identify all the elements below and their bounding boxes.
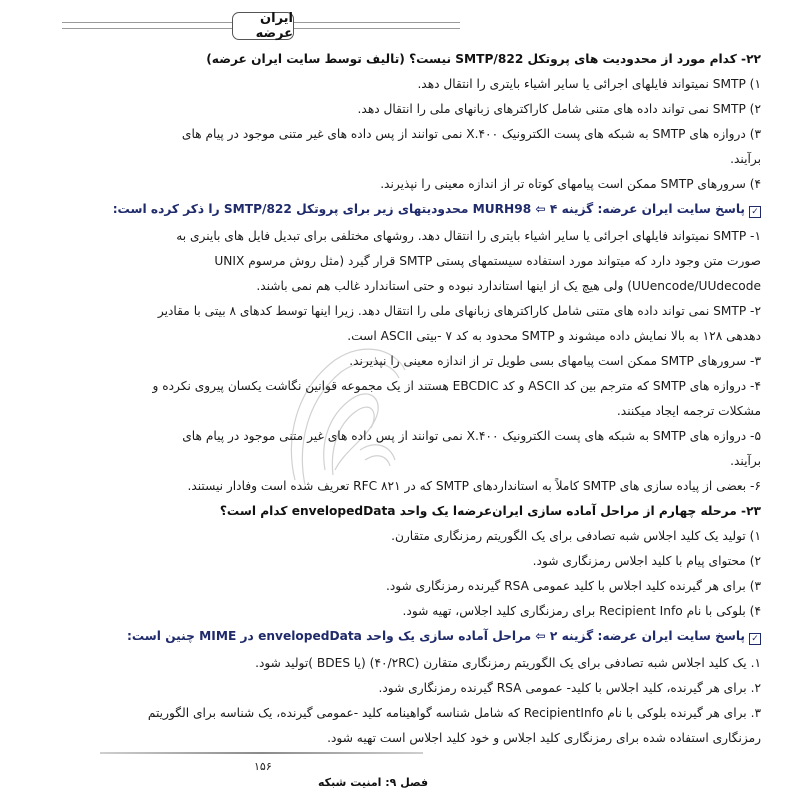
q22-option-3-cont: برآیند. <box>730 152 761 166</box>
q22-answer-line: ۴- دروازه های SMTP که مترجم بین کد ASCII و کد EBCDIC هستند از یک مجموعه قوانین نگاشت یکسان پیروی نکرده و <box>152 379 761 393</box>
q22-option-4: ۴) سرورهای SMTP ممکن است پیامهای کوتاه تر از اندازه معینی را نپذیرند. <box>380 177 761 191</box>
q22-answer-line: UUencode/UUdecode) ولی هیچ یک از اینها استاندارد نبوده و حتی استاندارد غالب هم نمی باشند. <box>256 279 761 293</box>
q22-option-2: ۲) SMTP نمی تواند داده های متنی شامل کاراکترهای زبانهای ملی را انتقال دهد. <box>357 102 761 116</box>
q22-answer-line: برآیند. <box>730 454 761 468</box>
q23-option-2: ۲) محتوای پیام با کلید اجلاس رمزنگاری شود. <box>532 554 761 568</box>
q23-answer-line: ۱. یک کلید اجلاس شبه تصادفی برای یک الگوریتم رمزنگاری متقارن (۴۰/۲RC) (یا BDES )تولید شود. <box>255 656 761 670</box>
q22-answer-line: دهدهی ۱۲۸ به بالا نمایش داده میشوند و SMTP محدود به کد ۷ -بیتی ASCII است. <box>347 329 761 343</box>
checkbox-icon: ✓ <box>749 206 761 218</box>
header-rule-right <box>292 22 460 29</box>
q23-option-4: ۴) بلوکی با نام Recipient Info برای رمزنگاری کلید اجلاس، تهیه شود. <box>402 604 761 618</box>
q22-answer-line: ۳- سرورهای SMTP ممکن است پیامهای بسی طویل تر از اندازه معینی را نپذیرند. <box>349 354 761 368</box>
logo-text: ایران عرضه <box>255 11 293 41</box>
footer-rule <box>100 752 423 754</box>
q22-answer-line: صورت متن وجود دارد که میتواند مورد استفاده سیستمهای پستی SMTP قرار گیرد (مثل روش مرسوم UNIX <box>214 254 761 268</box>
q22-answer-line: مشکلات ترجمه ایجاد میکنند. <box>616 404 761 418</box>
q23-option-3: ۳) برای هر گیرنده کلید اجلاس با کلید عمومی RSA گیرنده رمزنگاری شود. <box>385 579 761 593</box>
q23-answer-line: رمزنگاری استفاده شده برای رمزنگاری کلید اجلاس و خود کلید اجلاس است تهیه شود. <box>327 731 761 745</box>
checkbox-icon: ✓ <box>749 633 761 645</box>
question-23-title: ۲۳- مرحله چهارم از مراحل آماده سازی ایران‌عرضه‌ا یک واحد envelopedData کدام است؟ <box>219 504 761 518</box>
q23-answer-line: ۳. برای هر گیرنده بلوکی با نام RecipientInfo که شامل شناسه گواهینامه کلید -عمومی گیرنده، یک شناسه برای الگوریتم <box>147 706 761 720</box>
q23-option-1: ۱) تولید یک کلید اجلاس شبه تصادفی برای یک الگوریتم رمزنگاری متقارن. <box>391 529 761 543</box>
page-content <box>95 52 761 745</box>
q22-answer-line: ۱- SMTP نمیتواند فایلهای اجرائی یا سایر اشیاء بایتری را انتقال دهد. روشهای مختلفی برای تبدیل فایل های باینری به <box>176 229 761 243</box>
page-number: ۱۵۶ <box>254 760 272 773</box>
q23-answer-header <box>95 629 761 645</box>
q22-answer-line: ۶- بعضی از پیاده سازی های SMTP کاملاً به استانداردهای SMTP که در RFC ۸۲۱ تعریف شده است وفادار نیستند. <box>187 479 761 493</box>
question-22-title: ۲۲- کدام مورد از محدودیت های پروتکل SMTP/822 نیست؟ (تالیف توسط سایت ایران عرضه) <box>206 52 761 66</box>
site-logo <box>232 12 294 40</box>
chapter-title: فصل ۹: امنیت شبکه <box>318 776 429 789</box>
q22-answer-header <box>95 202 761 218</box>
q22-answer-line: ۵- دروازه های SMTP به شبکه های پست الکترونیک X.۴۰۰ نمی توانند از پس داده های غیر متنی موجود در پیام های <box>182 429 761 443</box>
q23-answer-header-text: پاسخ سایت ایران عرضه: گزینه ۲ ⇦ مراحل آماده سازی یک واحد envelopedData در MIME چنین است: <box>127 629 745 643</box>
q22-answer-line: ۲- SMTP نمی تواند داده های متنی شامل کاراکترهای زبانهای ملی را انتقال دهد. زیرا اینها توسط کدهای ۸ بیتی با مقادیر <box>157 304 761 318</box>
q22-answer-header-text: پاسخ سایت ایران عرضه: گزینه ۴ ⇦ MURH98 محدودیتهای زیر برای پروتکل SMTP/822 را ذکر کرده است: <box>112 202 745 216</box>
header-rule-left <box>62 22 232 29</box>
q22-option-1: ۱) SMTP نمیتواند فایلهای اجرائی یا سایر اشیاء بایتری را انتقال دهد. <box>417 77 761 91</box>
q23-answer-line: ۲. برای هر گیرنده، کلید اجلاس با کلید- عمومی RSA گیرنده رمزنگاری شود. <box>378 681 761 695</box>
q22-option-3: ۳) دروازه های SMTP به شبکه های پست الکترونیک X.۴۰۰ نمی توانند از پس داده های غیر متنی موجود در پیام های <box>181 127 761 141</box>
